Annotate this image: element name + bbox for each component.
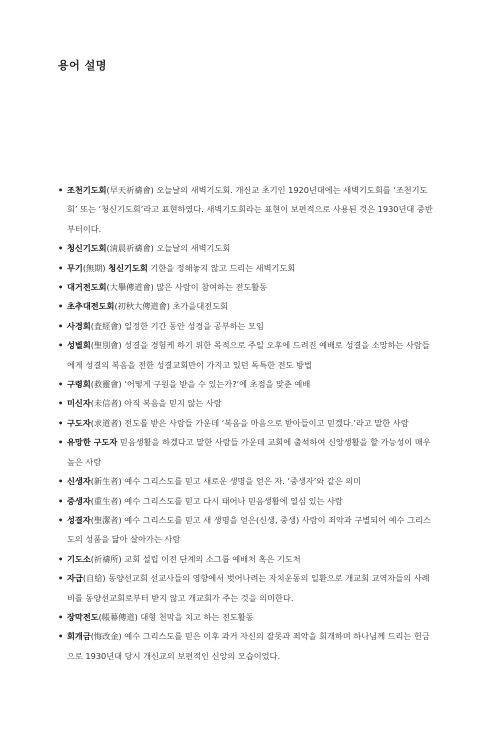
entry-term: 구도자 — [67, 417, 91, 428]
entry-description: 대형 천막을 치고 하는 전도활동 — [137, 611, 254, 622]
bullet: • — [58, 476, 64, 487]
entry-hanja: (淸晨祈禱會) — [106, 243, 154, 254]
glossary-entry — [57, 627, 437, 666]
entry-description: 동양선교회 선교사들의 영향에서 벗어나려는 자치운동의 일환으로 개교회 교역자들의 사례비를 동양선교회로부터 받지 않고 개교회가 주는 것을 의미한다. — [67, 573, 430, 603]
entry-term: 초추대전도회 — [67, 301, 115, 312]
entry-description: 예수 그리스도를 믿고 새 생명을 얻은(신생, 중생) 사람이 죄악과 구별되어 예수 그리스도의 성품을 닮아 살아가는 사람 — [67, 514, 431, 545]
entry-description: 기한을 정해놓지 않고 드리는 새벽기도회 — [147, 262, 296, 273]
entry-description: 예수 그리스도를 믿은 이후 과거 자신의 잘못과 죄악을 회개하며 하나님께 드리는 헌금으로 1930년대 당시 개신교의 보편적인 신앙의 모습이었다. — [67, 631, 430, 661]
bullet: • — [58, 282, 64, 293]
entry-hanja: (帳幕傳道) — [98, 611, 138, 622]
bullet: • — [58, 379, 64, 390]
glossary-entry — [57, 608, 437, 627]
bullet: • — [58, 514, 64, 525]
entry-hanja: (聖潔者) — [90, 514, 122, 525]
entry-hanja: (自給) — [82, 573, 106, 584]
bullet: • — [58, 553, 64, 564]
glossary-entry — [57, 181, 437, 239]
bullet: • — [58, 185, 64, 195]
entry-term: 구령회 — [67, 379, 91, 390]
entry-hanja: (救靈會) — [90, 379, 122, 390]
entry-term: 사경회 — [67, 320, 91, 331]
entry-term: 자급 — [67, 573, 83, 584]
entry-hanja: (悔改金) — [90, 631, 122, 642]
bullet: • — [58, 573, 64, 584]
entry-description: 예수 그리스도를 믿고 다시 태어나 믿음생활에 열심 있는 사람 — [121, 495, 343, 506]
bullet: • — [58, 495, 64, 506]
entry-description: 교회 설립 이전 단계의 소그룹 예배처 혹은 기도처 — [121, 553, 301, 564]
entry-description: 오늘날의 새벽기도회 — [153, 243, 231, 254]
bullet: • — [58, 262, 64, 273]
bullet: • — [58, 301, 64, 312]
bullet: • — [58, 320, 64, 331]
entry-hanja: (初秋大傳道會) — [114, 301, 170, 312]
entry-hanja: (未信者) — [90, 398, 122, 409]
glossary-entry — [57, 433, 437, 472]
glossary-entry — [57, 492, 437, 511]
entry-description: 초가을대전도회 — [169, 301, 228, 312]
bullet: • — [58, 611, 64, 622]
entry-hanja: (査經會) — [90, 320, 122, 331]
glossary-list — [57, 181, 437, 666]
entry-description: ‘어떻게 구원을 받을 수 있는가?’에 초점을 맞춘 예배 — [121, 379, 311, 390]
page-title: 용어 설명 — [58, 59, 107, 72]
entry-term: 대거전도회 — [67, 282, 107, 293]
bullet: • — [58, 631, 64, 642]
entry-hanja: (聖別會) — [90, 340, 122, 351]
glossary-entry — [57, 297, 437, 316]
entry-term: 무기 — [67, 262, 83, 273]
glossary-entry — [57, 569, 437, 608]
entry-term: 성별회 — [67, 340, 91, 351]
glossary-entry — [57, 278, 437, 297]
entry-description: 오늘날의 새벽기도회. 개신교 초기인 1920년대에는 새벽기도회를 ‘조천기도회’ 또는 ‘청신기도회’라고 표현하였다. 새벽기도회라는 표현이 보편적으로 사용된 것은 1930년대 중반부터이다. — [67, 185, 433, 234]
glossary-entry — [57, 550, 437, 569]
entry-term: 조천기도회 — [67, 185, 107, 195]
entry-term: 성결자 — [67, 514, 91, 525]
entry-term: 장막전도 — [67, 611, 99, 622]
glossary-entry — [57, 317, 437, 336]
entry-term: 청신기도회 — [67, 243, 107, 254]
entry-term: 중생자 — [67, 495, 91, 506]
glossary-entry — [57, 336, 437, 375]
entry-description: 아직 복음을 믿지 않는 사람 — [121, 398, 222, 409]
entry-term: 유망한 구도자 — [67, 437, 118, 448]
entry-hanja: (大擧傳道會) — [106, 282, 154, 293]
bullet: • — [58, 243, 64, 254]
glossary-entry — [57, 394, 437, 413]
glossary-entry — [57, 239, 437, 258]
bullet: • — [58, 398, 64, 409]
glossary-entry — [57, 472, 437, 491]
entry-description: 일정한 기간 동안 성경을 공부하는 모임 — [121, 320, 264, 331]
entry-hanja: (祈禱所) — [90, 553, 122, 564]
entry-hanja: (新生者) — [90, 476, 122, 487]
entry-hanja: (早天祈禱會) — [106, 185, 154, 195]
entry-hanja: (重生者) — [90, 495, 122, 506]
entry-term: 기도소 — [67, 553, 91, 564]
glossary-entry — [57, 511, 437, 550]
entry-description: 전도를 받은 사람들 가운데 ‘복음을 마음으로 받아들이고 믿겠다.’라고 말한 사람 — [121, 417, 409, 428]
entry-description: 많은 사람이 참여하는 전도활동 — [153, 282, 268, 293]
entry-term-continued: 청신기도회 — [108, 262, 148, 273]
entry-description: 성결을 경험케 하기 위한 목적으로 주일 오후에 드려진 예배로 성결을 소망하는 사람들에게 성결의 복음을 전한 성결교회만이 가지고 있던 독특한 전도 방법 — [67, 340, 430, 370]
entry-hanja: (求道者) — [90, 417, 122, 428]
entry-description: 믿음생활을 하겠다고 말한 사람들 가운데 교회에 출석하여 신앙생활을 할 가능성이 매우 높은 사람 — [67, 437, 431, 467]
entry-term: 미신자 — [67, 398, 91, 409]
glossary-entry — [57, 259, 437, 278]
glossary-entry — [57, 414, 437, 433]
bullet: • — [58, 340, 64, 351]
bullet: • — [58, 417, 64, 428]
glossary-entry — [57, 375, 437, 394]
bullet: • — [58, 437, 64, 448]
entry-hanja: (無期) — [82, 262, 109, 273]
entry-description: 예수 그리스도를 믿고 새로운 생명을 얻은 자. ‘중생자’와 같은 의미 — [121, 476, 362, 487]
entry-term: 신생자 — [67, 476, 91, 487]
entry-term: 회개금 — [67, 631, 91, 642]
